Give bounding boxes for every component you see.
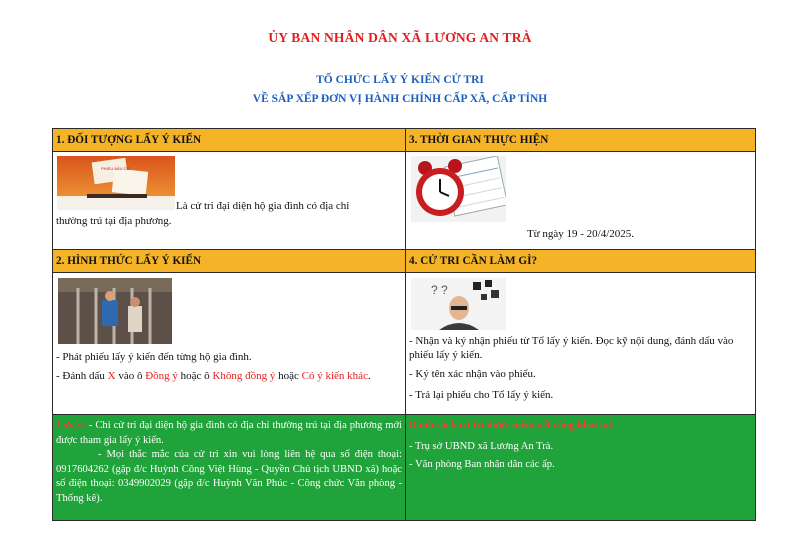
document-title: TỔ CHỨC LẤY Ý KIẾN CỬ TRI [316, 74, 484, 86]
thinking-man-image [411, 278, 506, 330]
section2-heading: 2. HÌNH THỨC LẤY Ý KIẾN [53, 250, 406, 273]
section4-line1: - Nhận và ký nhận phiếu từ Tổ lấy ý kiến. Đọc kỹ nội dung, đánh dấu vào phiếu lấy ý kiến. [409, 335, 734, 361]
section1-text1: Là cử tri đại diện hộ gia đình có địa chỉ [176, 200, 350, 212]
organization-name: ỦY BAN NHÂN DÂN XÃ LƯƠNG AN TRÀ [268, 30, 532, 45]
note-text2: - Mọi thắc mắc của cử tri xin vui lòng liên hệ qua số điện thoại: 0917604262 (gặp đ/c Huỳnh Công Việt Hùng - Quyền Chủ tịch UBND xã) hoặc số điện thoại: 0349902029 (gặp đ/c Huỳnh Văn Phúc - Công chức Văn phòng - Thống kê). [56, 449, 402, 504]
option-agree: Đồng ý [145, 370, 178, 382]
list-heading: Danh sách cử tri được niêm yết công khai tại: [409, 420, 616, 431]
section1-heading: 1. ĐỐI TƯỢNG LẤY Ý KIẾN [53, 129, 406, 152]
ballot-box-image [57, 156, 175, 210]
list-cell [406, 415, 756, 521]
section3-cell [406, 152, 756, 250]
list-item-1: - Trụ sở UBND xã Lương An Trà. [409, 440, 554, 452]
option-disagree: Không đồng ý [212, 370, 276, 382]
section4-cell [406, 273, 756, 415]
section1-text2: thường trú tại địa phương. [56, 215, 172, 227]
section1-cell [53, 152, 406, 250]
section4-heading: 4. CỬ TRI CẦN LÀM GÌ? [406, 250, 756, 273]
section2-line2: - Đánh dấu X vào ô Đồng ý hoặc ô Không đồng ý hoặc Có ý kiến khác. [56, 370, 371, 382]
option-other: Có ý kiến khác [301, 370, 368, 382]
note-cell [53, 415, 406, 521]
section2-line1: - Phát phiếu lấy ý kiến đến từng hộ gia đình. [56, 351, 252, 363]
list-item-2: - Văn phòng Ban nhân dân các ấp. [409, 459, 555, 470]
note-label: Lưu ý: [56, 420, 86, 431]
mark-x: X [107, 370, 116, 382]
svg-text:? ?: ? ? [431, 283, 448, 297]
section4-line2: - Ký tên xác nhận vào phiếu. [409, 368, 536, 380]
ballot-label: PHIẾU BẦU CỬ [101, 166, 130, 171]
section3-date: Từ ngày 19 - 20/4/2025. [526, 228, 635, 240]
note-text1: - Chỉ cử tri đại diện hộ gia đình có địa chỉ thường trú tại địa phương mới được tham gia lấy ý kiến. [56, 420, 403, 446]
alarm-clock-calendar-image [411, 156, 506, 222]
document-subtitle: VỀ SẮP XẾP ĐƠN VỊ HÀNH CHÍNH CẤP XÃ, CẤP TỈNH [252, 93, 548, 105]
door-delivery-photo [58, 278, 172, 344]
section2-cell [53, 273, 406, 415]
section3-heading: 3. THỜI GIAN THỰC HIỆN [406, 129, 756, 152]
info-table [52, 128, 756, 521]
section4-line3: - Trả lại phiếu cho Tổ lấy ý kiến. [409, 389, 554, 401]
